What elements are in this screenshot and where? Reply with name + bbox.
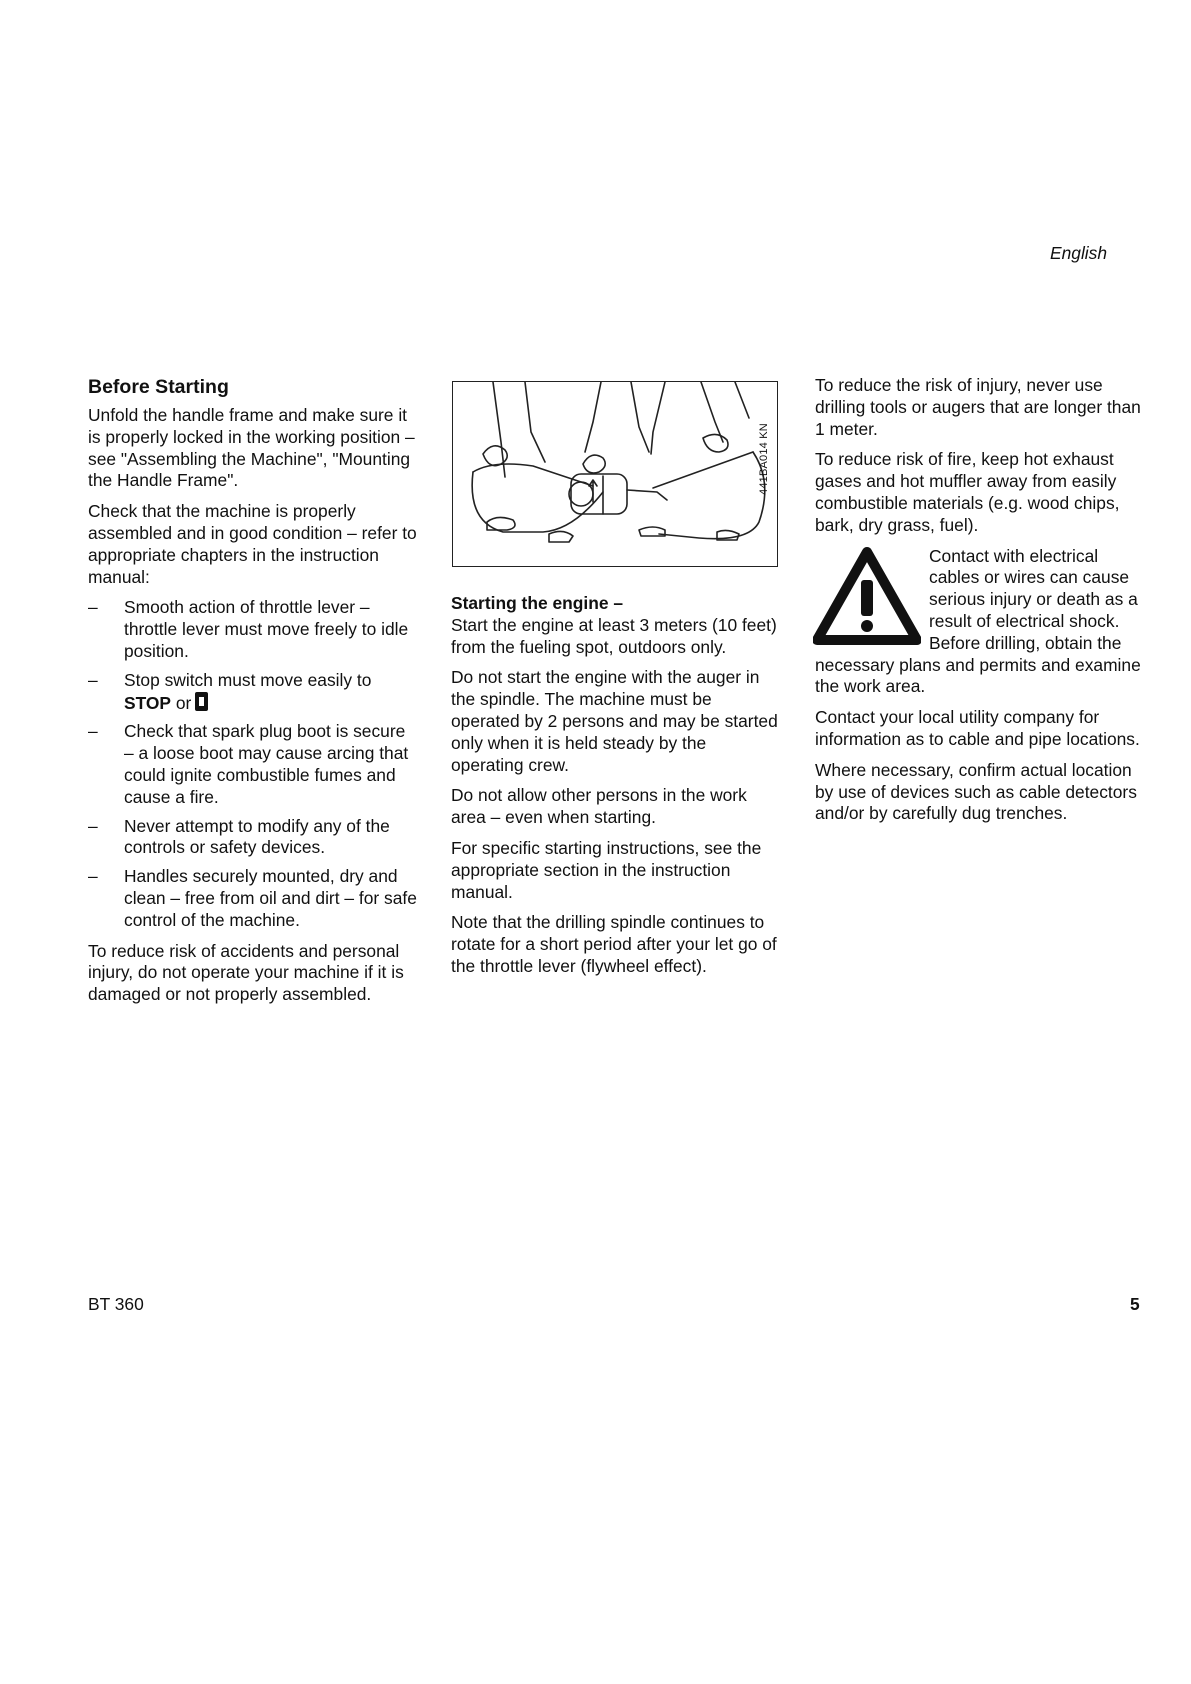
list-item-text: Check that spark plug boot is secure – a loose boot may cause arcing that could ignite combustible fumes and cause a fire. [124,721,409,807]
column-safety [815,375,1147,834]
list-item [88,866,418,931]
column-before-starting [88,375,418,1015]
model-label: BT 360 [88,1294,144,1314]
list-item [88,597,418,662]
paragraph: Contact your local utility company for information as to cable and pipe locations. [815,707,1140,749]
list-item-text: Handles securely mounted, dry and clean – free from oil and dirt – for safe control of the machine. [124,866,417,930]
warning-block [815,546,1147,699]
language-label: English [1050,243,1108,263]
list-item-text: Stop switch must move easily to [124,669,372,690]
warning-triangle-icon [813,546,921,646]
column-starting-engine [451,593,781,987]
dash-bullet: – [88,597,98,618]
list-item-text: Smooth action of throttle lever – throttle lever must move freely to idle position. [124,597,409,661]
paragraph: To reduce risk of accidents and personal injury, do not operate your machine if it is damaged or not properly assembled. [88,940,404,1005]
paragraph: For specific starting instructions, see the appropriate section in the instruction manual. [451,837,762,902]
dash-bullet: – [88,866,98,887]
dash-bullet: – [88,815,98,836]
stop-switch-icon [195,692,208,711]
list-item [88,670,418,715]
stop-or-text: or [171,692,192,713]
paragraph: To reduce the risk of injury, never use drilling tools or augers that are longer than 1 meter. [815,375,1141,439]
paragraph: Check that the machine is properly assembled and in good condition – refer to appropriate chapters in the instruction manual: [88,501,417,587]
operators-illustration [453,382,778,567]
paragraph: To reduce risk of fire, keep hot exhaust gases and hot muffler away from easily combustible materials (e.g. wood chips, bark, dry grass, fuel). [815,449,1120,535]
list-item [88,721,418,808]
dash-bullet: – [88,721,98,742]
paragraph: Unfold the handle frame and make sure it is properly locked in the working position – see "Assembling the Machine", "Mounting the Handle Frame". [88,405,415,491]
page-number: 5 [1130,1294,1140,1314]
dash-bullet: – [88,669,98,690]
warning-text: Contact with electrical cables or wires can cause serious injury or death as a result of electrical shock. Before drilling, obtain the necessary plans and permits and examine the work area. [815,545,1141,697]
paragraph: Note that the drilling spindle continues to rotate for a short period after your let go of the throttle lever (flywheel effect). [451,912,777,976]
stop-label: STOP [124,692,172,713]
paragraph: Where necessary, confirm actual location by use of devices such as cable detectors and/or by carefully dug trenches. [815,759,1137,824]
figure-code: 441BA014 KN [758,423,770,495]
list-item-text: Never attempt to modify any of the controls or safety devices. [124,815,390,858]
paragraph: Start the engine at least 3 meters (10 feet) from the fueling spot, outdoors only. [451,614,777,657]
checklist [88,597,418,931]
subheading: Starting the engine – [451,593,623,613]
paragraph: Do not start the engine with the auger in the spindle. The machine must be operated by 2 persons and may be started only when it is held steady by the operating crew. [451,667,778,775]
list-item [88,816,418,860]
two-person-auger-illustration [452,381,778,567]
paragraph: Do not allow other persons in the work area – even when starting. [451,785,747,828]
section-heading: Before Starting [88,376,229,398]
